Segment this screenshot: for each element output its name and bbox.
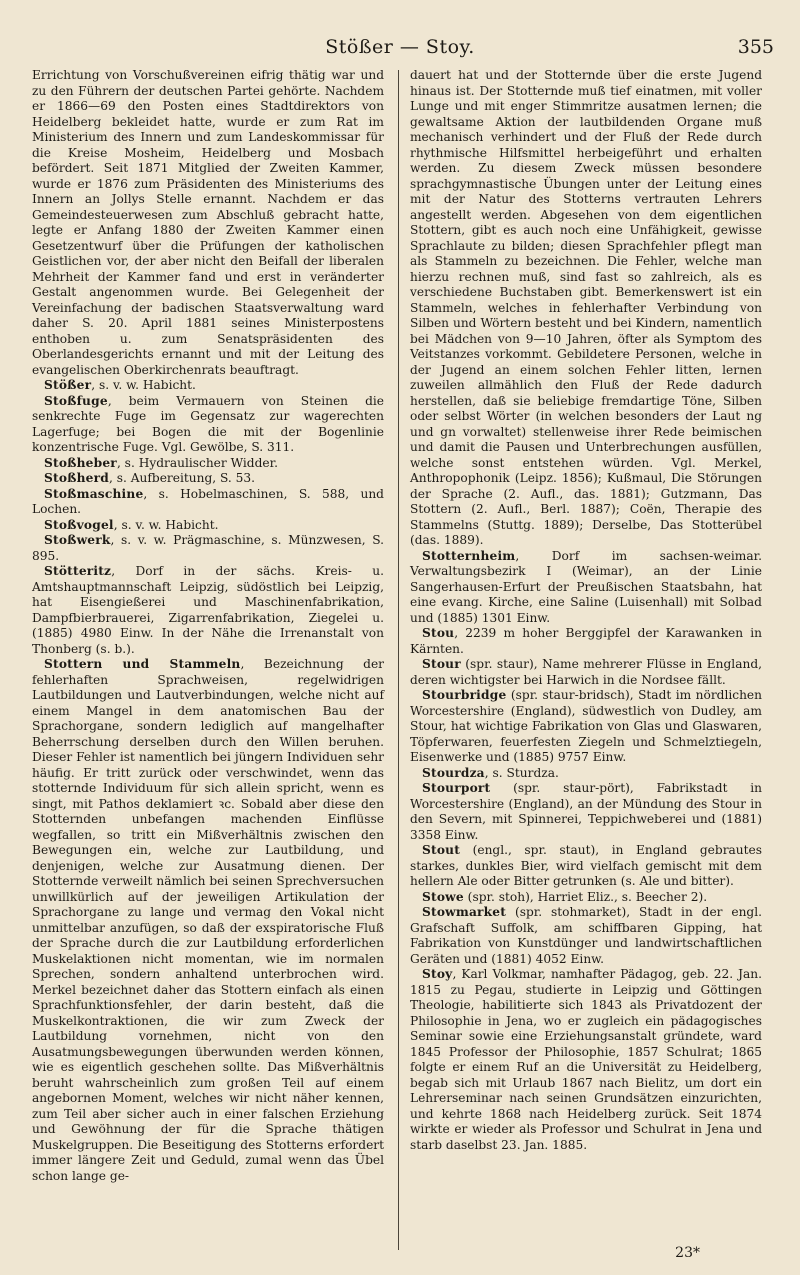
dictionary-entry <box>410 843 762 890</box>
page-number: 355 <box>737 36 774 58</box>
continued-paragraph: dauert hat und der Stotternde über die erste Jugend hinaus ist. Der Stotternde muß tief einatmen, mit voller Lunge und mit enger Stimmritze ausatmen lernen; die gewaltsame Aktion der lautbildenden Organe muß mechanisch verhindert und der Fluß der Rede durch rhythmische Hilfsmittel herbeigeführt und erhalten werden. Zu diesem Zweck müssen besondere sprachgymnastische Übungen unter der Leitung eines mit der Natur des Stotterns vertrauten Lehrers angestellt werden. Abgesehen von dem eigentlichen Stottern, gibt es auch noch eine Unfähigkeit, gewisse Sprachlaute zu bilden; diesen Sprachfehler pflegt man als Stammeln zu bezeichnen. Die Fehler, welche man hierzu rechnen muß, sind fast so zahlreich, als es verschiedene Buchstaben gibt. Bemerkenswert ist ein Stammeln, welches in fehlerhafter Verbindung von Silben und Wörtern besteht und bei Kindern, namentlich bei Mädchen von 9—10 Jahren, öfter als Symptom des Veitstanzes vorkommt. Gebildetere Personen, welche in der Jugend an einem solchen Fehler litten, lernen zuweilen allmählich den Fluß der Rede dadurch herstellen, daß sie beliebige fremdartige Töne, Silben oder selbst Wörter (in welchen besonders der Laut ng und gn vorwaltet) stellenweise ihrer Rede beimischen und damit die Pausen und Unterbrechungen ausfüllen, welche sonst entstehen würden. Vgl. Merkel, Anthropophonik (Leipz. 1856); Kußmaul, Die Störungen der Sprache (2. Aufl., das. 1881); Gutzmann, Das Stottern (2. Aufl., Berl. 1887); Coën, Therapie des Stammelns (Stuttg. 1889); Derselbe, Das Stotterübel (das. 1889). <box>410 68 762 547</box>
entry-text: , s. Aufbereitung, S. 53. <box>108 471 256 485</box>
signature-mark: 23* <box>675 1245 700 1261</box>
entry-headword: Stoßmaschine <box>44 486 144 501</box>
left-column <box>32 68 384 1184</box>
dictionary-entry <box>32 518 384 534</box>
entry-text: , s. Hobelmaschinen, S. 588, und Lochen. <box>32 486 384 516</box>
dictionary-entry <box>32 564 384 657</box>
entry-text: , Bezeichnung der fehlerhaften Sprachweisen, regelwidrigen Lautbildungen und Lautverbindungen, welche nicht auf einem Mangel in dem anatomischen Bau der Sprachorgane, sondern lediglich auf mangelhafter Beherrschung derselben durch den Willen beruhen. Dieser Fehler ist namentlich bei jüngern Individuen sehr häufig. Er tritt zurück oder verschwindet, wenn das stotternde Individuum für sich allein spricht, wenn es singt, mit Pathos deklamiert ꝛc. Sobald aber diese den Stotternden unbefangen machenden Einflüsse wegfallen, so tritt ein Mißverhältnis zwischen den Bewegungen ein, welche zur Lautbildung, und denjenigen, welche zur Ausatmung dienen. Der Stotternde verweilt nämlich bei seinen Sprechversuchen unwillkürlich auf der jeweiligen Artikulation der Sprachorgane zu lange und vermag den Vokal nicht unmittelbar anzufügen, so daß der exspiratorische Fluß der Sprache durch die zur Lautbildung erforderlichen Muskelaktionen nicht momentan, wie im normalen Sprechen, sondern anhaltend unterbrochen wird. Merkel bezeichnet daher das Stottern einfach als einen Sprachfunktionsfehler, der darin besteht, daß die Muskelkontraktionen, die wir zum Zweck der Lautbildung vornehmen, nicht von den Ausatmungsbewegungen überwunden werden können, wie es eigentlich geschehen sollte. Das Mißverhältnis beruht wahrscheinlich zum großen Teil auf einem angebornen Moment, welches wir nicht näher kennen, zum Teil aber sicher auch in einer falschen Erziehung und Gewöhnung der für die Sprache thätigen Muskelgruppen. Die Beseitigung des Stotterns erfordert immer längere Zeit und Geduld, zumal wenn das Übel schon lange ge- <box>32 657 384 1183</box>
entry-text: (spr. staur-bridsch), Stadt im nördlichen Worcestershire (England), südwestlich von Dudley, am Stour, hat wichtige Fabrikation von Glas und Glaswaren, Töpferwaren, feuerfesten Ziegeln und Schmelztiegeln, Eisenwerke und (1885) 9757 Einw. <box>410 688 762 764</box>
entry-text: , s. Sturdza. <box>484 765 559 780</box>
entry-headword: Stou <box>422 626 455 640</box>
entry-text: , 2239 m hoher Berggipfel der Karawanken in Kärnten. <box>410 626 762 656</box>
dictionary-entry <box>32 456 384 472</box>
entry-headword: Stößer <box>44 378 92 392</box>
dictionary-entry <box>32 471 384 487</box>
entry-headword: Stourbridge <box>422 688 507 702</box>
entry-headword: Stoßherd <box>44 471 109 485</box>
page-header <box>0 36 800 66</box>
dictionary-entry <box>410 890 762 906</box>
dictionary-entry <box>410 688 762 766</box>
entry-text: , Dorf in der sächs. Kreis- u. Amtshauptmannschaft Leipzig, südöstlich bei Leipzig, hat Eisengießerei und Maschinenfabrikation, Dampfbierbrauerei, Zigarrenfabrikation, Ziegelei u. (1885) 4980 Einw. In der Nähe die Irrenanstalt von Thonberg (s. b.). <box>32 564 384 656</box>
right-column <box>410 68 762 1153</box>
entry-text: (spr. staur-pört), Fabrikstadt in Worcestershire (England), an der Mündung des Stour in den Severn, mit Spinnerei, Teppichweberei und (1881) 3358 Einw. <box>410 781 762 842</box>
entry-headword: Stour <box>422 657 461 671</box>
entry-headword: Stoßvogel <box>44 517 114 532</box>
dictionary-entry <box>32 394 384 456</box>
dictionary-entry <box>410 967 762 1153</box>
entry-headword: Stotternheim <box>422 548 516 563</box>
entry-headword: Stoy <box>422 967 453 981</box>
entry-list <box>32 378 384 1184</box>
column-divider <box>398 70 399 1250</box>
entry-text: , beim Vermauern von Steinen die senkrechte Fuge im Gegensatz zur wagerechten Lagerfuge; bei Bogen die mit der Bogenlinie konzentrische Fuge. Vgl. Gewölbe, S. 311. <box>32 393 384 454</box>
entry-text: (engl., spr. staut), in England gebrautes starkes, dunkles Bier, wird vielfach gemischt mit dem hellern Ale oder Bitter getrunken (s. Ale und bitter). <box>410 843 762 888</box>
entry-text: (spr. stoh), Harriet Eliz., s. Beecher 2). <box>463 889 708 904</box>
entry-text: , s. v. w. Habicht. <box>91 378 196 392</box>
entry-headword: Stoßheber <box>44 455 117 470</box>
entry-headword: Stout <box>422 843 461 857</box>
dictionary-entry <box>410 657 762 688</box>
dictionary-entry <box>32 657 384 1184</box>
dictionary-entry <box>410 626 762 657</box>
entry-text: , Dorf im sachsen-weimar. Verwaltungsbezirk I (Weimar), an der Linie Sangerhausen-Erfurt der Preußischen Staatsbahn, hat eine evang. Kirche, eine Saline (Luisenhall) mit Solbad und (1885) 1301 Einw. <box>410 548 762 625</box>
entry-headword: Stourdza <box>422 765 485 780</box>
dictionary-entry <box>410 549 762 627</box>
entry-headword: Stourport <box>422 781 491 795</box>
dictionary-entry <box>410 781 762 843</box>
entry-text: (spr. staur), Name mehrerer Flüsse in England, deren wichtigster bei Harwich in die Nordsee fällt. <box>410 657 762 687</box>
entry-list <box>410 549 762 1154</box>
entry-text: , s. v. w. Habicht. <box>113 517 219 532</box>
dictionary-entry <box>32 378 384 394</box>
dictionary-entry <box>410 905 762 967</box>
entry-text: , s. v. w. Prägmaschine, s. Münzwesen, S. 895. <box>32 533 384 563</box>
entry-headword: Stowe <box>422 889 464 904</box>
entry-text: , Karl Volkmar, namhafter Pädagog, geb. 22. Jan. 1815 zu Pegau, studierte in Leipzig und Göttingen Theologie, habilitierte sich 1843 als Privatdozent der Philosophie in Jena, wo er zugleich ein pädagogisches Seminar sowie eine Erziehungsanstalt gründete, ward 1845 Professor der Philosophie, 1857 Schulrat; 1865 folgte er einem Ruf an die Universität zu Heidelberg, begab sich mit Urlaub 1867 nach Bielitz, um dort ein Lehrerseminar nach seinen Grundsätzen einzurichten, und kehrte 1868 nach Heidelberg zurück. Seit 1874 wirkte er wieder als Professor und Schulrat in Jena und starb daselbst 23. Jan. 1885. <box>410 967 762 1152</box>
entry-headword: Stoßwerk <box>44 533 111 547</box>
entry-headword: Stötteritz <box>44 564 112 578</box>
running-head: Stößer — Stoy. <box>325 36 475 58</box>
dictionary-entry <box>32 533 384 564</box>
entry-text: , s. Hydraulischer Widder. <box>116 455 278 470</box>
dictionary-entry <box>32 487 384 518</box>
entry-headword: Stoßfuge <box>44 393 108 408</box>
entry-text: (spr. stohmarket), Stadt in der engl. Grafschaft Suffolk, am schiffbaren Gipping, hat Fabrikation von Kunstdünger und landwirtschaftlichen Geräten und (1881) 4052 Einw. <box>410 905 762 966</box>
entry-headword: Stottern und Stammeln <box>44 657 241 671</box>
entry-headword: Stowmarket <box>422 905 507 919</box>
continued-paragraph: Errichtung von Vorschußvereinen eifrig thätig war und zu den Führern der deutschen Partei gehörte. Nachdem er 1866—69 den Posten eines Stadtdirektors von Heidelberg bekleidet hatte, wurde er zum Rat im Ministerium des Innern und zum Landeskommissar für die Kreise Mosheim, Heidelberg und Mosbach befördert. Seit 1871 Mitglied der Zweiten Kammer, wurde er 1876 zum Präsidenten des Ministeriums des Innern an Jollys Stelle ernannt. Nachdem er das Gemeindesteuerwesen zum Abschluß gebracht hatte, legte er Anfang 1880 der Zweiten Kammer einen Gesetzentwurf über die Prüfungen der katholischen Geistlichen vor, der aber nicht den Beifall der liberalen Mehrheit der Kammer fand und erst in veränderter Gestalt angenommen wurde. Bei Gelegenheit der Vereinfachung der badischen Staatsverwaltung ward daher S. 20. April 1881 seines Ministerpostens enthoben u. zum Senatspräsidenten des Oberlandesgerichts ernannt und mit der Leitung des evangelischen Oberkirchenrats beauftragt. <box>32 68 384 377</box>
dictionary-entry <box>410 766 762 782</box>
